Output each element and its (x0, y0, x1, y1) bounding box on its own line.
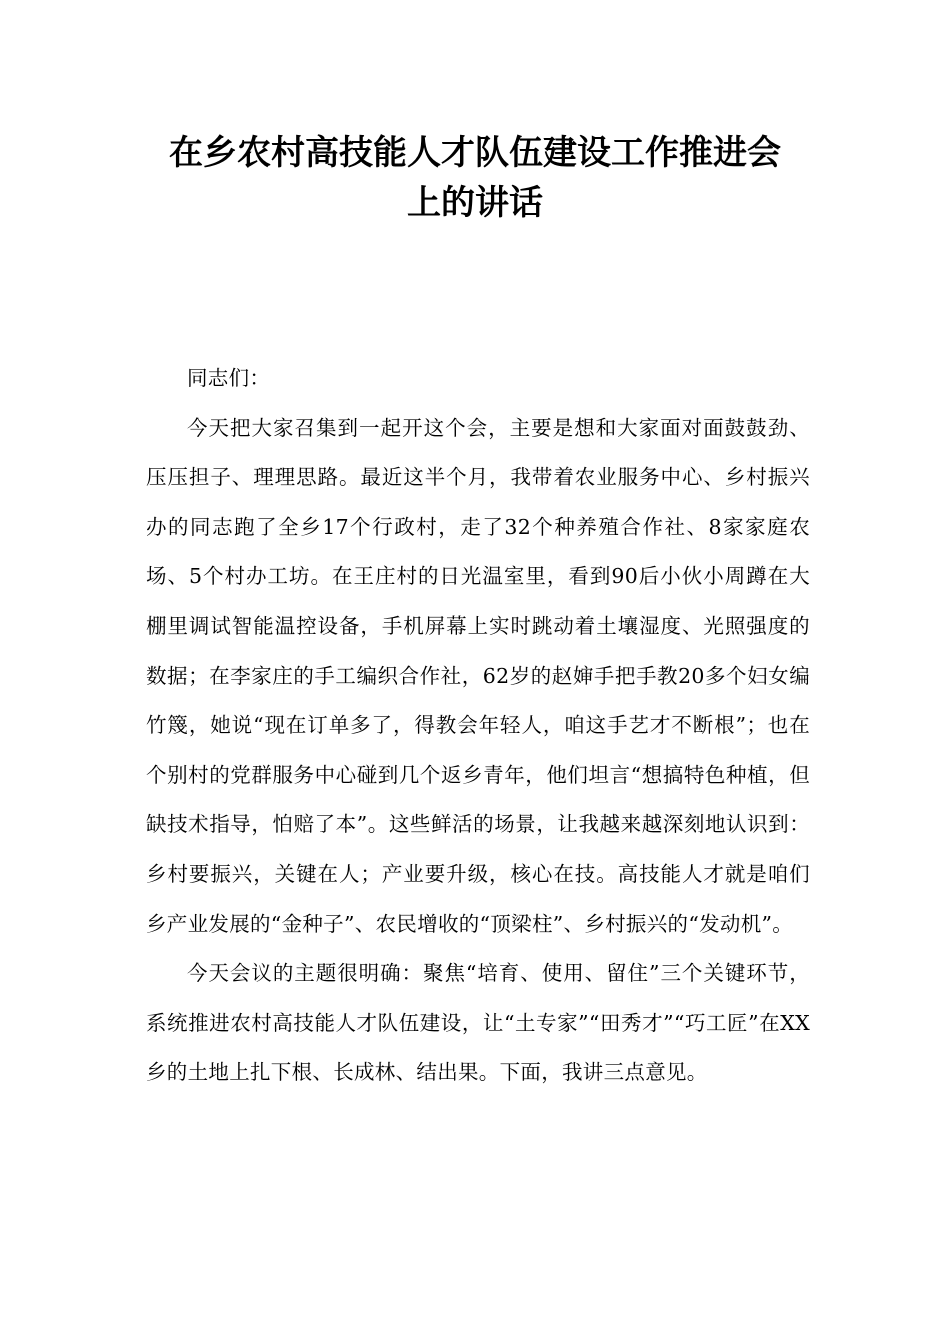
title-line-1: 在乡农村高技能人才队伍建设工作推进会 (169, 133, 781, 173)
body-paragraph-2: 今天会议的主题很明确：聚焦“培育、使用、留住”三个关键环节，系统推进农村高技能人才队伍建设，让“土专家”“田秀才”“巧工匠”在XX乡的土地上扎下根、长成林、结出果。下面，我讲三点意见。 (146, 961, 810, 1085)
document-body (146, 354, 810, 1098)
body-paragraph-1: 今天把大家召集到一起开这个会，主要是想和大家面对面鼓鼓劲、压压担子、理理思路。最近这半个月，我带着农业服务中心、乡村振兴办的同志跑了全乡17个行政村，走了32个种养殖合作社、8家家庭农场、5个村办工坊。在王庄村的日光温室里，看到90后小伙小周蹲在大棚里调试智能温控设备，手机屏幕上实时跳动着土壤湿度、光照强度的数据；在李家庄的手工编织合作社，62岁的赵婶手把手教20多个妇女编竹篾，她说“现在订单多了，得教会年轻人，咱这手艺才不断根”；也在个别村的党群服务中心碰到几个返乡青年，他们坦言“想搞特色种植，但缺技术指导，怕赔了本”。这些鲜活的场景，让我越来越深刻地认识到：乡村要振兴，关键在人；产业要升级，核心在技。高技能人才就是咱们乡产业发展的“金种子”、农民增收的“顶梁柱”、乡村振兴的“发动机”。 (146, 415, 810, 936)
document-title (130, 128, 820, 228)
salutation-paragraph: 同志们： (187, 366, 271, 390)
title-line-2: 上的讲话 (407, 183, 543, 223)
